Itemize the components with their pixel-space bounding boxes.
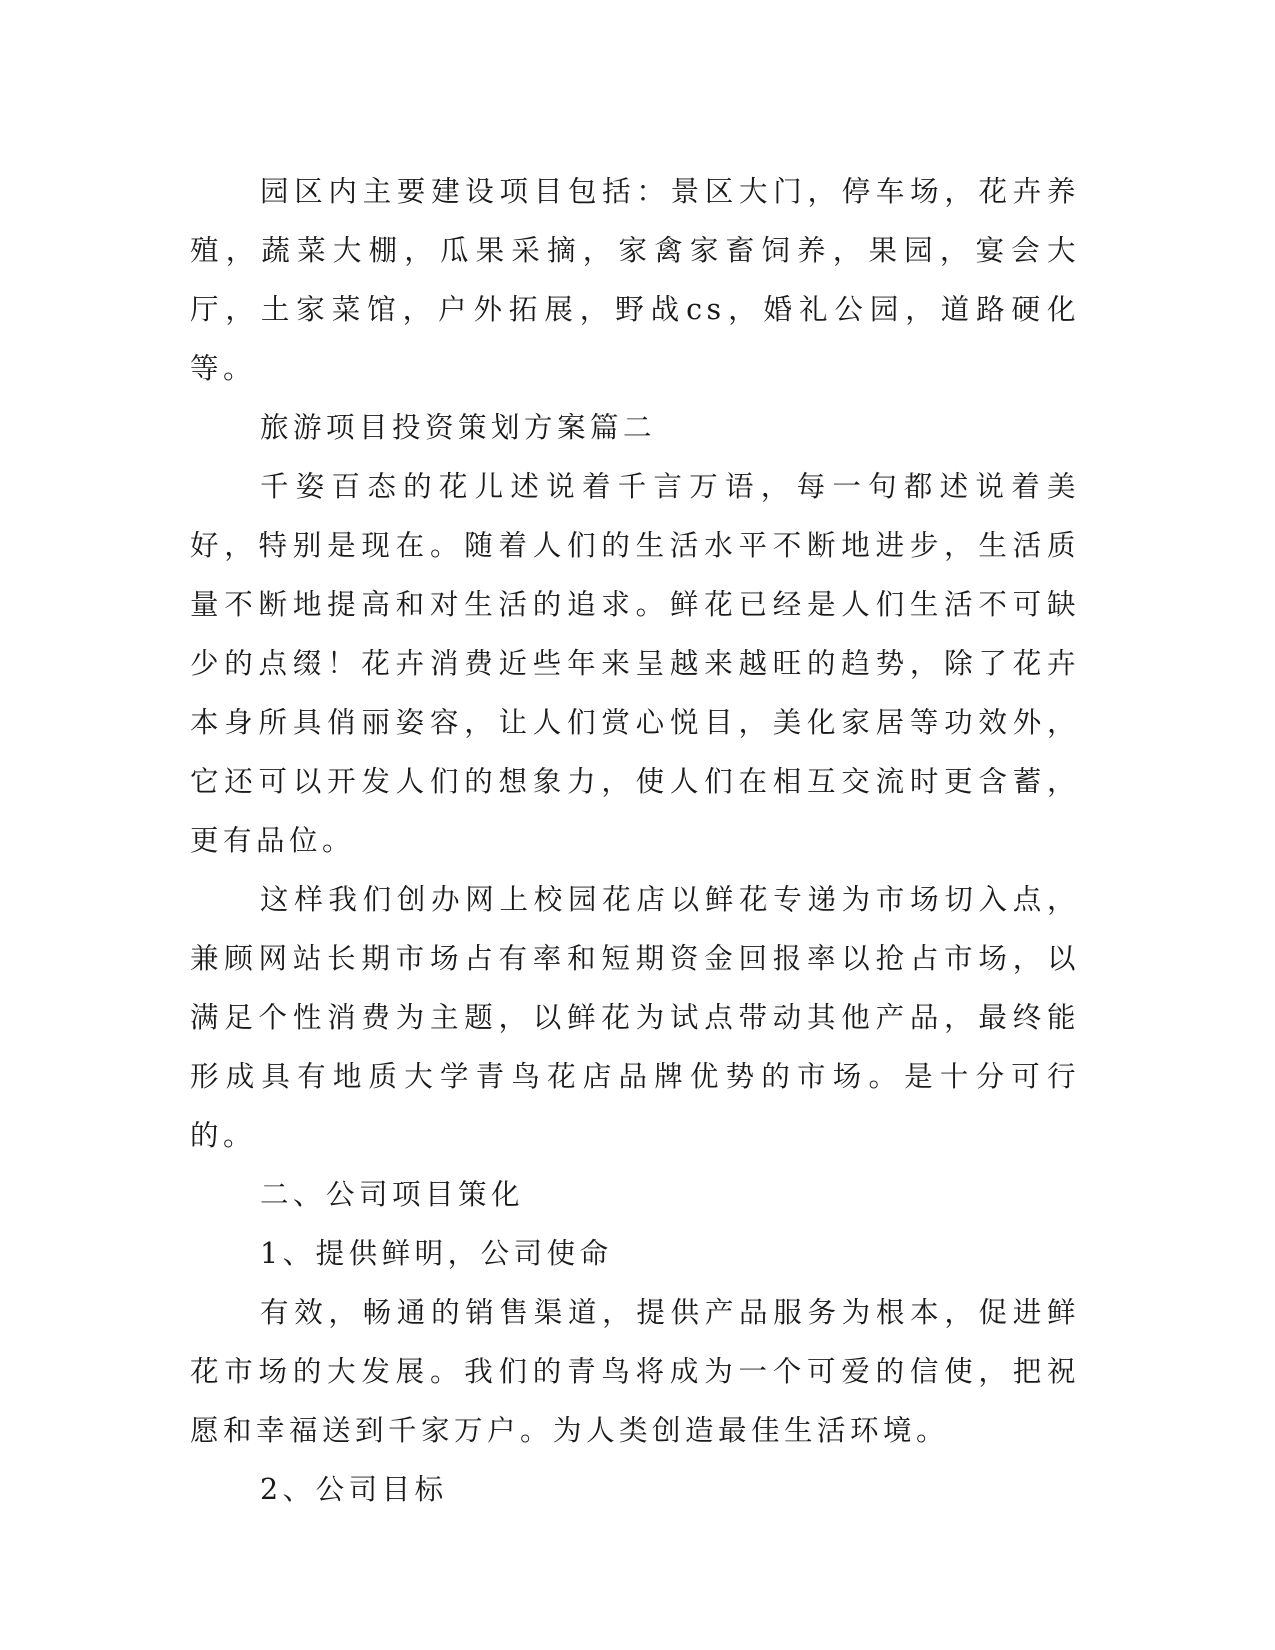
paragraph-mission-detail: 有效，畅通的销售渠道，提供产品服务为根本，促进鲜花市场的大发展。我们的青鸟将成为一个可爱的信使，把祝愿和幸福送到千家万户。为人类创造最佳生活环境。: [190, 1296, 1080, 1447]
document-body: [190, 162, 1080, 1519]
subheading-company-mission: 1、提供鲜明，公司使命: [260, 1237, 613, 1270]
subheading-company-goals: 2、公司目标: [260, 1473, 448, 1506]
paragraph-flower-market: 千姿百态的花儿述说着千言万语，每一句都述说着美好，特别是现在。随着人们的生活水平不断地进步，生活质量不断地提高和对生活的追求。鲜花已经是人们生活不可缺少的点缀！花卉消费近些年来呈越来越旺的趋势，除了花卉本身所具俏丽姿容，让人们赏心悦目，美化家居等功效外，它还可以开发人们的想象力，使人们在相互交流时更含蓄，更有品位。: [190, 470, 1080, 857]
section-heading-company-planning: 二、公司项目策化: [260, 1178, 525, 1211]
paragraph-project-list: 园区内主要建设项目包括：景区大门，停车场，花卉养殖，蔬菜大棚，瓜果采摘，家禽家畜饲养，果园，宴会大厅，土家菜馆，户外拓展，野战cs，婚礼公园，道路硬化等。: [190, 175, 1080, 385]
paragraph-online-flower-shop: 这样我们创办网上校园花店以鲜花专递为市场切入点，兼顾网站长期市场占有率和短期资金回报率以抢占市场，以满足个性消费为主题，以鲜花为试点带动其他产品，最终能形成具有地质大学青鸟花店品牌优势的市场。是十分可行的。: [190, 883, 1080, 1152]
section-heading-plan-part-two: 旅游项目投资策划方案篇二: [260, 411, 657, 444]
